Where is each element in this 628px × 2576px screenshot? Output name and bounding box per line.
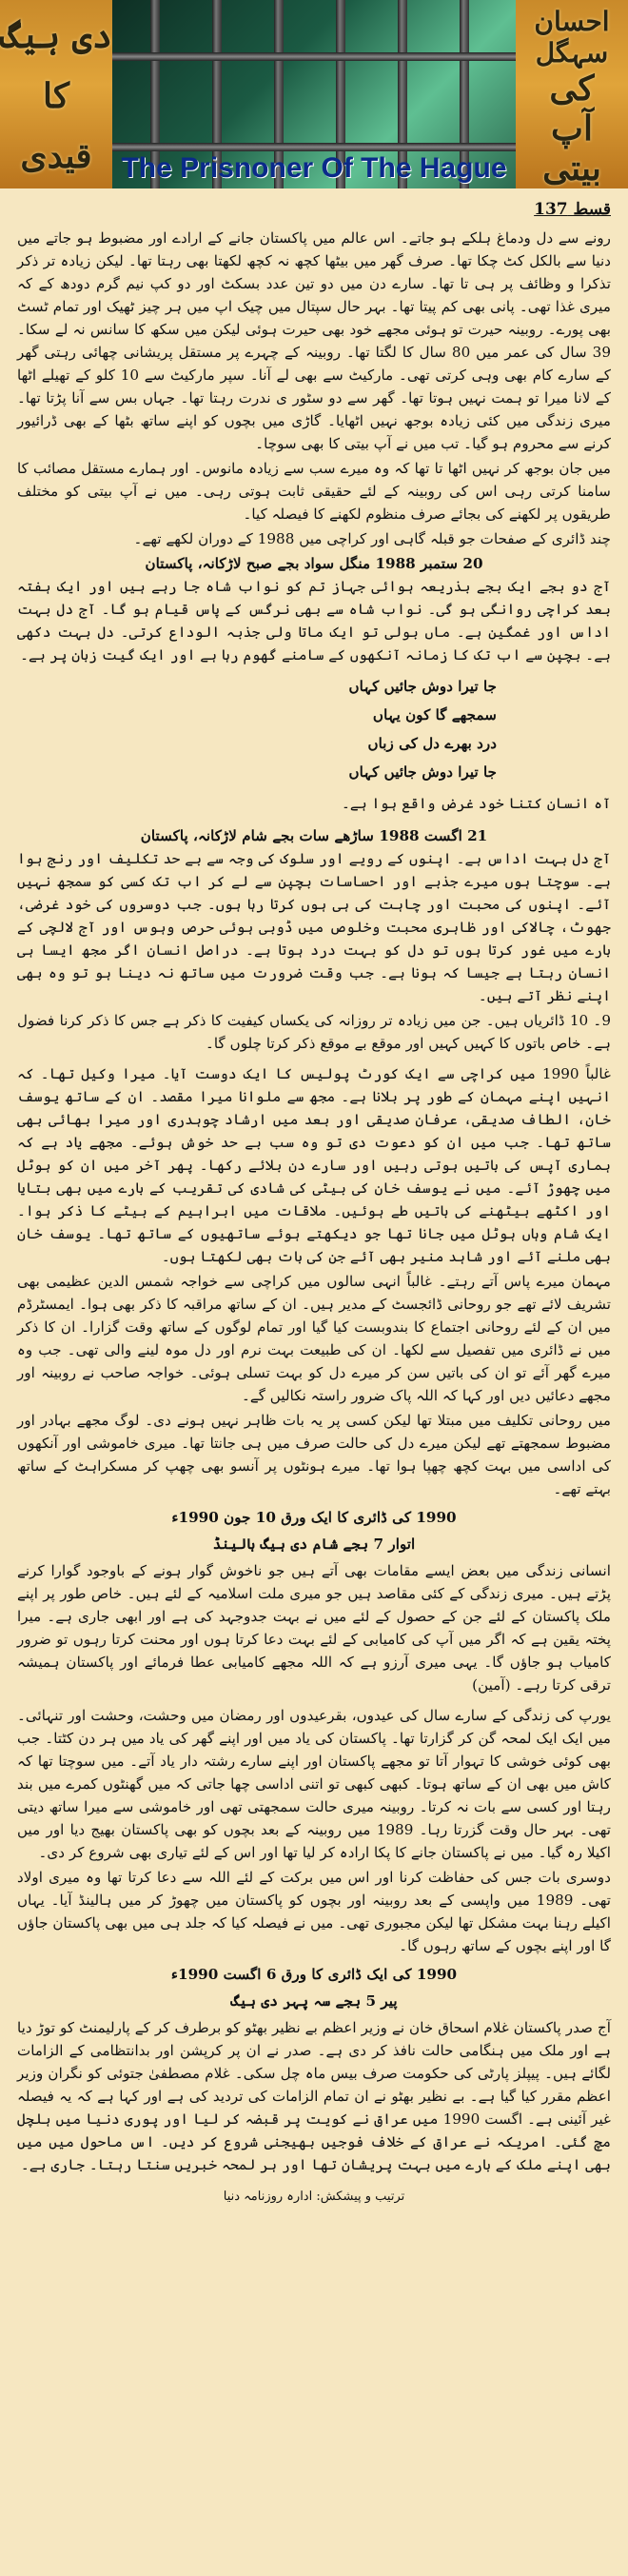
- poem-line: درد بھرے دل کی زباں: [367, 735, 497, 752]
- title-left-line: دی ہیگ: [0, 15, 112, 56]
- paragraph: میں جان بوجھ کر نہیں اٹھا تا تھا کہ وہ میرے سب سے زیادہ مانوس۔ اور ہمارے مستقل مصائب کا سامنا کرتی رہی اس کی روبینہ کے لئے حقیقی ثابت ہوتی رہی۔ میں نے آپ بیتی کو مختلف طریقوں پر لکھنے کی بجائے صرف منظوم لکھنے کا فیصلہ کیا۔: [17, 460, 611, 523]
- title-left-line: قیدی: [20, 136, 92, 177]
- title-right-line: احسان سہگل: [534, 6, 610, 69]
- jail-crossbar: [112, 143, 516, 151]
- article-body: [8, 188, 620, 2209]
- paragraph: آج دل بہت اداس ہے۔ اپنوں کے رویے اور سلوک کی وجہ سے بے حد تکلیف اور رنج ہوا ہے۔ سوچتا ہوں میرے جذبے اور احساسات بچپن سے لے کر اب تک کسی کو سمجھ نہیں آئے۔ اپنوں کی محبت اور چاہت کی ہی ہوں کرتا رہا ہوں۔ جب دوسروں کی خود غرضی، جھوٹ، چالاکی اور ظاہری محبت وخلوص میں ڈوبی ہوئی حرص وہوس اور آج لالچی کے بارے میں غور کرتا ہوں تو دل کو بہت درد ہوتا ہے۔ دراصل انسان اگر مجھ ایسا ہی انسان رہتا ہے جیسا کہ ہونا ہے۔ جب وقت ضرورت میں ساتھ نہ دینا ہو تو وہ بھی اپنے نظر آتے ہیں۔: [17, 850, 611, 1004]
- poem-line: جا تیرا دوش جائیں کہاں: [348, 763, 497, 781]
- english-title: The Prisnoner Of The Hague: [121, 152, 507, 184]
- paragraph: یورپ کی زندگی کے سارے سال کی عیدوں، بقرعیدوں اور رمضان میں وحشت، وحشت اور تنہائی۔ میں ایک ایک لمحہ گن کر گزارتا تھا۔ پاکستان کی یاد میں اور اپنے گھر کی یاد میں ہر دن کٹتا۔ جب بھی کوئی خوشی کا تہوار آتا تو مجھے پاکستان اور اپنے سارے رشتہ دار یاد آتے۔ میں سوچتا تھا کہ کاش میں بھی ان کے ساتھ ہوتا۔ کبھی کبھی تو اتنی اداسی چھا جاتی کہ میں گھنٹوں کمرے میں بند رہتا اور کسی سے بات نہ کرتا۔ روبینہ میری حالت سمجھتی تھی اور خاموشی سے میرا ساتھ دیتی تھی۔ بہر حال وقت گزرتا رہا۔ 1989 میں روبینہ کے بعد بچوں کو بھی پاکستان بھیج دیا اور میں اکیلا رہ گیا۔ میں نے پاکستان جانے کا پکا ارادہ کر لیا تھا اور اس کے لئے تیاری بھی شروع کر دی۔: [17, 1707, 611, 1861]
- jail-crossbar: [112, 52, 516, 61]
- paragraph: رونے سے دل ودماغ ہلکے ہو جاتے۔ اس عالم میں پاکستان جانے کے ارادے اور مضبوط ہو جاتے میں دنیا سے بالکل کٹ چکا تھا۔ صرف گھر میں بیٹھا کچھ نہ کچھ لکھتا بھی رہتا تھا۔ لیکن زیادہ تر ذکر تذکرا و وظائف پر ہی تا تھا۔ سارے دن میں دو تین عدد بسکٹ اور دو کپ نیم گرم دودھ کے کہ میری غذا تھی۔ پانی بھی کم پیتا تھا۔ بہر حال سپتال میں چیک اپ میں ہر چیز ٹھیک اور تمام ٹسٹ بھی پورے۔ روبینہ حیرت تو ہوئی مجھے خود بھی حیرت ہوئی لیکن میں سکھ کا سانس نہ لے سکا۔ 39 سال کی عمر میں 80 سال کا لگتا تھا۔ روبینہ کے چہرے پر مستقل پریشانی چھائی رہتی گھر کے سارے کام بھی وہی کرتی تھی۔ مارکیٹ سے بھی لے آنا۔ سپر مارکیٹ سے 10 کلو کے تھیلے اٹھا کے لانا میرا تو ہمت نہیں ہوتا تھا۔ گھر سے دو سٹور ی ندرت رہتا تھا۔ جہاں بس سے آنا پڑتا تھا۔ میری زندگی میں کئی زیادہ بوجھ نہیں اٹھایا۔ گاڑی میں بچوں کو اپنے ساتھ بٹھا کے بھی ڈرائیور کرنے سے محروم ہو گیا۔ تب میں نے آپ بیتی کا بھی سوچا۔: [17, 229, 611, 452]
- diary-subheading: پیر 5 بجے سہ پہر دی ہیگ: [230, 1992, 398, 2010]
- paragraph: آج صدر پاکستان غلام اسحاق خان نے وزیر اعظم بے نظیر بھٹو کو برطرف کر کے پارلیمنٹ کو توڑ دیا ہے اور ملک میں ہنگامی حالت نافذ کر دی ہے۔ صدر نے ان پر کرپشن اور بدانتظامی کے الزامات لگائے ہیں۔ پیپلز پارٹی کی حکومت صرف بیس ماہ چل سکی۔ غلام مصطفیٰ جتوئی کو نگران وزیر اعظم مقرر کیا گیا ہے۔ بے نظیر بھٹو نے ان تمام الزامات کی تردید کی ہے اور کہا ہے کہ یہ فیصلہ غیر آئینی ہے۔ اگست 1990 میں عراق نے کویت پر قبضہ کر لیا اور پوری دنیا میں ہلچل مچ گئی۔ امریکہ نے عراق کے خلاف فوجیں بھیجنی شروع کر دیں۔ اس ماحول میں میں بھی اپنے ملک کے بارے میں بہت پریشان تھا اور ہر لمحہ خبریں سنتا رہتا۔ جاری ہے۔: [17, 2019, 611, 2173]
- paragraph: آہ انسان کتنا خود غرض واقع ہوا ہے۔: [342, 795, 611, 812]
- episode-label: قسط 137: [534, 200, 611, 219]
- title-right-line: کی: [549, 69, 595, 109]
- diary-heading: 21 اگست 1988 ساڑھے سات بجے شام لاڑکانہ، پاکستان: [140, 827, 488, 844]
- diary-subheading: اتوار 7 بجے شام دی ہیگ ہالینڈ: [212, 1536, 416, 1553]
- title-left-line: کا: [42, 75, 70, 116]
- paragraph: انسانی زندگی میں بعض ایسے مقامات بھی آتے ہیں جو ناخوش گوار ہونے کے باوجود گوارا کرنے پڑتے ہیں۔ میری زندگی کے کئی مقاصد ہیں جو میری ملت اسلامیہ کے لئے ہیں۔ خاص طور پر اپنے ملک پاکستان کے لئے جن کے حصول کے لئے میں نے بہت جدوجہد کی ہے اور ابھی جاری ہے۔ میرا پختہ یقین ہے کہ اگر میں آپ کی کامیابی کے لئے بہت دعا کرتا ہوں اور محنت کرتا رہوں تو ضرور کامیاب ہو جاؤں گا۔ یہی میری آرزو ہے کہ اللہ مجھے کامیابی عطا فرمائے اور پاکستان ہمیشہ ترقی کرتا رہے۔ (آمین): [17, 1562, 612, 1694]
- poem-line: جا تیرا دوش جائیں کہاں: [348, 678, 497, 695]
- paragraph: میں روحانی تکلیف میں مبتلا تھا لیکن کسی پر یہ بات ظاہر نہیں ہونے دی۔ لوگ مجھے بہادر اور مضبوط سمجھتے تھے لیکن میرے دل کی حالت صرف میں ہی جانتا تھا۔ میری خاموشی اور آنکھوں کی اداسی میں بہت کچھ چھپا ہوا تھا۔ میرے ہونٹوں پر آنسو بھی چھپ کر مسکراہٹ کے ساتھ بہتے تھے۔: [17, 1412, 611, 1497]
- paragraph: آج دو بجے ایک بجے بذریعہ ہوائی جہاز تم کو نواب شاہ جا رہے ہیں اور ایک ہفتہ بعد کراچی روانگی ہو گی۔ نواب شاہ سے بھی نرگس کے پاس قیام ہو گا۔ آج دل بہت اداس اور غمگین ہے۔ ماں بولی تو ایک ماتا ولی جذبہ الوداع کرتی۔ دل بہت دکھی ہے۔ بچپن سے اب تک کا زمانہ آنکھوں کے سامنے گھوم رہا ہے اور ایک گیت زبان پر ہے۔: [17, 578, 611, 664]
- title-right-line: آپ بیتی: [542, 109, 601, 188]
- credit-line: ترتیب و پیشکش: ادارہ روزنامہ دنیا: [223, 2190, 405, 2204]
- header-banner: [0, 0, 628, 188]
- diary-heading: 1990 کی ایک ڈائری کا ورق 6 اگست 1990ء: [170, 1966, 458, 1983]
- paragraph: دوسری بات جس کی حفاظت کرنا اور اس میں برکت کے لئے اللہ سے دعا کرتا تھا وہ میری اولاد تھی۔ 1989 میں واپسی کے بعد روبینہ اور بچوں کو پاکستان میں چھوڑ کر میں ہالینڈ آیا۔ یہاں اکیلے رہنا بہت مشکل تھا لیکن مجبوری تھی۔ میں نے فیصلہ کیا کہ جلد ہی میں بھی پاکستان جاؤں گا اور اپنے بچوں کے ساتھ رہوں گا۔: [17, 1869, 611, 1954]
- paragraph: 9۔ 10 ڈائریاں ہیں۔ جن میں زیادہ تر روزانہ کی یکساں کیفیت کا ذکر ہے جس کا ذکر کرنا فضول ہے۔ خاص باتوں کا کہیں کہیں اور موقع بے موقع ذکر کرتا چلوں گا۔: [17, 1012, 611, 1052]
- poem: [17, 672, 611, 786]
- poem-line: سمجھے گا کون یہاں: [372, 706, 497, 723]
- diary-heading: 20 ستمبر 1988 منگل سواد بجے صبح لاڑکانہ، پاکستان: [145, 555, 483, 572]
- paragraph: غالباً 1990 میں کراچی سے ایک کورٹ پولیس کا ایک دوست آیا۔ میرا وکیل تھا۔ کہ انہیں اپنے مہمان کے طور پر بلانا ہے۔ مجھ سے ملوانا میرا مقصد۔ ان کے ساتھ یوسف خان، الطاف صدیقی، عرفان صدیقی اور بعد میں ارشاد چوہدری اور میرا بھائی بھی ساتھ تھا۔ جب میں ان کو دعوت دی تو وہ سب بے حد خوش ہوئے۔ مجھے یاد ہے کہ ہماری آپس کی باتیں ہوتی رہیں اور سارے دن بلائے رکھا۔ پھر آخر میں ان کو ہوٹل میں چھوڑ آئے۔ میں نے یوسف خان کی بیٹی کی شادی کی تقریب کے بارے میں بھی بتایا اور اکٹھے بیٹھنے کی باتیں طے ہوئیں۔ ملاقات میں ابراہیم کے بیٹے کا ذکر ہوا۔ ایک شام وہاں ہوٹل میں جانا تھا جو دیکھتے ہوئے ساتھیوں کے ساتھ تھا۔ یوسف خان بھی ملنے آئے اور شاہد منیر بھی آئے جن کی بات بھی لکھتا ہوں۔: [17, 1065, 611, 1265]
- paragraph: مہمان میرے پاس آتے رہتے۔ غالباً انہی سالوں میں کراچی سے خواجہ شمس الدین عظیمی بھی تشریف لائے تھے جو روحانی ڈائجسٹ کے مدیر ہیں۔ ان کے ساتھ مراقبہ کا ذکر بھی ہوا۔ ایمسٹرڈم میں ان کے لئے روحانی اجتماع کا بندوبست کیا گیا اور تمام لوگوں کے ساتھ وقت گزارا۔ ان کا ذکر میں نے ڈائری میں تفصیل سے لکھا۔ ان کی طبیعت بہت نرم اور دل موہ لینے والی تھی۔ جب وہ میرے گھر آئے تو ان کی باتیں سن کر میرے دل کو بہت تسلی ہوئی۔ خواجہ صاحب نے روبینہ اور مجھے دعائیں دیں اور کہا کہ اللہ پاک ضرور راستہ نکالیں گے۔: [17, 1273, 611, 1404]
- diary-heading: 1990 کی ڈائری کا ایک ورق 10 جون 1990ء: [171, 1509, 457, 1526]
- paragraph: چند ڈائری کے صفحات جو قبلہ گاہی اور کراچی میں 1988 کے دوران لکھے تھے۔: [133, 530, 611, 547]
